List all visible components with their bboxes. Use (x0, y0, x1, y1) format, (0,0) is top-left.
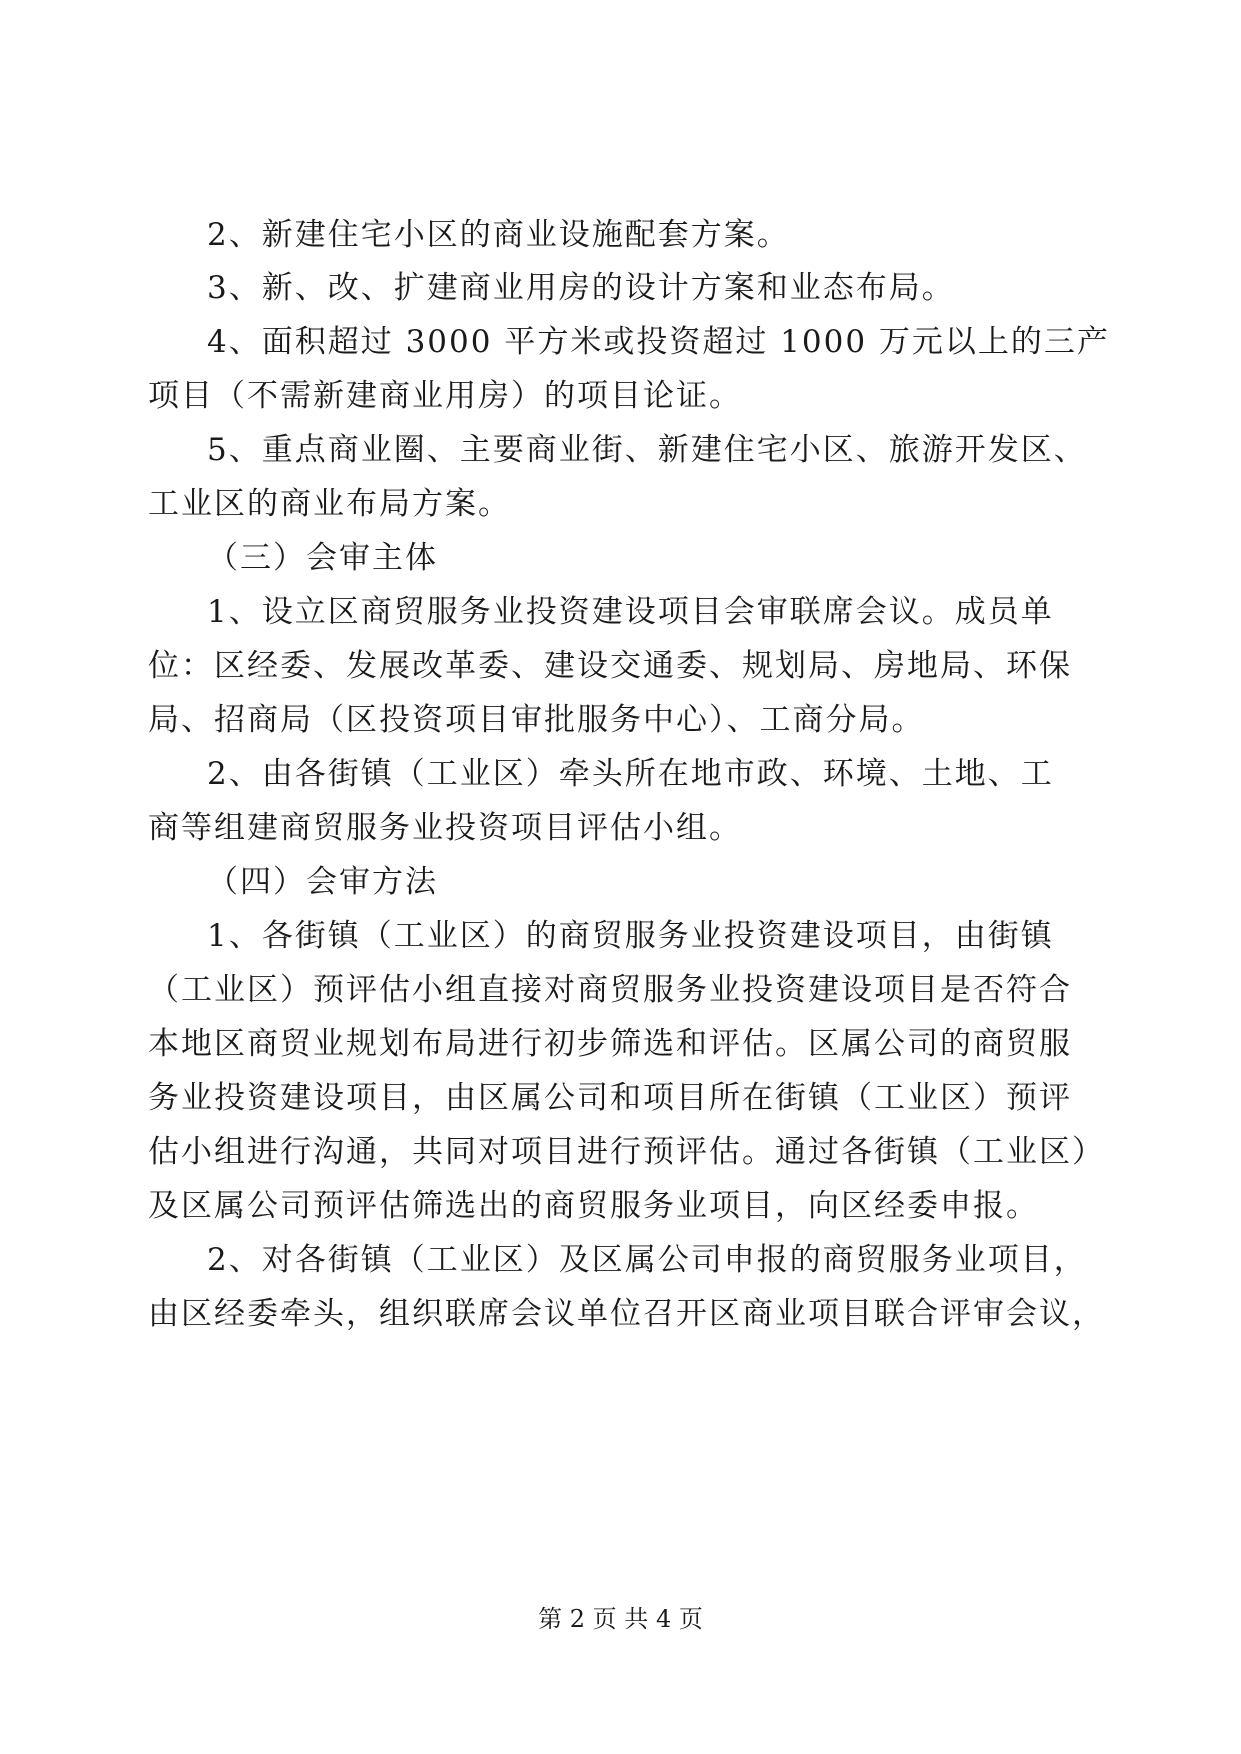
text-line: 项目（不需新建商业用房）的项目论证。 (148, 378, 742, 414)
text-line: 商等组建商贸服务业投资项目评估小组。 (148, 810, 742, 846)
section-heading: （三）会审主体 (207, 540, 438, 576)
text-line: 由区经委牵头，组织联席会议单位召开区商业项目联合评审会议， (148, 1296, 1105, 1332)
text-line: 本地区商贸业规划布局进行初步筛选和评估。区属公司的商贸服 (148, 1026, 1072, 1062)
text-line: 位：区经委、发展改革委、建设交通委、规划局、房地局、环保 (148, 648, 1072, 684)
section-heading: （四）会审方法 (207, 864, 438, 900)
text-line: 4、面积超过 3000 平方米或投资超过 1000 万元以上的三产 (207, 324, 1110, 360)
text-line: 1、设立区商贸服务业投资建设项目会审联席会议。成员单 (207, 594, 1054, 630)
text-line: 5、重点商业圈、主要商业街、新建住宅小区、旅游开发区、 (207, 432, 1087, 468)
text-line: 局、招商局（区投资项目审批服务中心）、工商分局。 (148, 702, 925, 738)
text-line: 1、各街镇（工业区）的商贸服务业投资建设项目，由街镇 (207, 918, 1054, 954)
text-line: 估小组进行沟通，共同对项目进行预评估。通过各街镇（工业区） (148, 1134, 1105, 1170)
text-line: 2、对各街镇（工业区）及区属公司申报的商贸服务业项目， (207, 1242, 1087, 1278)
page-number: 第 2 页 共 4 页 (538, 1605, 703, 1633)
text-line: 2、由各街镇（工业区）牵头所在地市政、环境、土地、工 (207, 756, 1054, 792)
text-line: 务业投资建设项目，由区属公司和项目所在街镇（工业区）预评 (148, 1080, 1072, 1116)
text-line: （工业区）预评估小组直接对商贸服务业投资建设项目是否符合 (148, 972, 1072, 1008)
text-line: 3、新、改、扩建商业用房的设计方案和业态布局。 (207, 270, 955, 306)
text-line: 及区属公司预评估筛选出的商贸服务业项目，向区经委申报。 (148, 1188, 1039, 1224)
text-line: 2、新建住宅小区的商业设施配套方案。 (207, 217, 790, 253)
text-line: 工业区的商业布局方案。 (148, 486, 511, 522)
